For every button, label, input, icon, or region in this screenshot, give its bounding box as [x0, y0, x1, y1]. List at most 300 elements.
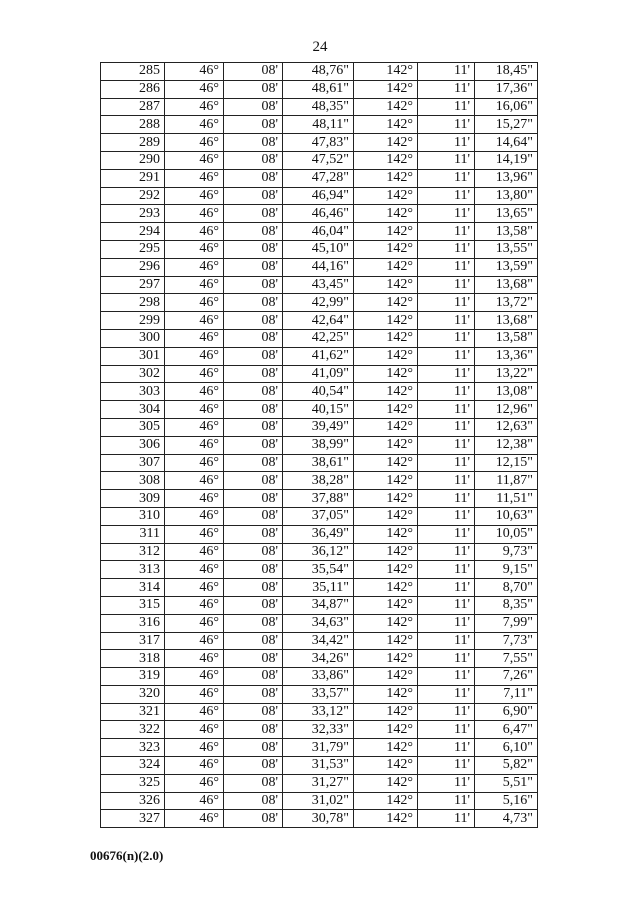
- point-number-cell: 295: [101, 240, 165, 258]
- lon-degrees-cell: 142°: [354, 365, 418, 383]
- lon-minutes-cell: 11': [418, 383, 475, 401]
- lat-degrees-cell: 46°: [165, 401, 224, 419]
- lat-minutes-cell: 08': [224, 792, 283, 810]
- table-row: [101, 668, 538, 686]
- lat-seconds-cell: 37,88": [283, 490, 354, 508]
- lon-minutes-cell: 11': [418, 401, 475, 419]
- lat-degrees-cell: 46°: [165, 205, 224, 223]
- lat-seconds-cell: 37,05": [283, 507, 354, 525]
- lat-minutes-cell: 08': [224, 98, 283, 116]
- lat-seconds-cell: 44,16": [283, 258, 354, 276]
- lat-seconds-cell: 48,35": [283, 98, 354, 116]
- lat-minutes-cell: 08': [224, 721, 283, 739]
- lat-degrees-cell: 46°: [165, 383, 224, 401]
- table-row: [101, 63, 538, 81]
- point-number-cell: 285: [101, 63, 165, 81]
- lon-seconds-cell: 11,51": [475, 490, 538, 508]
- lat-minutes-cell: 08': [224, 187, 283, 205]
- lon-degrees-cell: 142°: [354, 116, 418, 134]
- lon-degrees-cell: 142°: [354, 294, 418, 312]
- table-row: [101, 685, 538, 703]
- lon-minutes-cell: 11': [418, 650, 475, 668]
- lon-seconds-cell: 13,72": [475, 294, 538, 312]
- lon-seconds-cell: 13,22": [475, 365, 538, 383]
- lon-degrees-cell: 142°: [354, 436, 418, 454]
- document-code: 00676(n)(2.0): [90, 848, 164, 863]
- lat-minutes-cell: 08': [224, 614, 283, 632]
- lat-seconds-cell: 35,54": [283, 561, 354, 579]
- lat-degrees-cell: 46°: [165, 561, 224, 579]
- lat-minutes-cell: 08': [224, 401, 283, 419]
- lat-degrees-cell: 46°: [165, 810, 224, 828]
- lat-seconds-cell: 46,94": [283, 187, 354, 205]
- lon-minutes-cell: 11': [418, 223, 475, 241]
- lon-degrees-cell: 142°: [354, 543, 418, 561]
- lon-seconds-cell: 13,68": [475, 312, 538, 330]
- lat-minutes-cell: 08': [224, 739, 283, 757]
- lat-seconds-cell: 42,64": [283, 312, 354, 330]
- lat-degrees-cell: 46°: [165, 151, 224, 169]
- lon-seconds-cell: 5,51": [475, 774, 538, 792]
- lon-seconds-cell: 4,73": [475, 810, 538, 828]
- point-number-cell: 319: [101, 668, 165, 686]
- lon-seconds-cell: 7,11": [475, 685, 538, 703]
- lat-seconds-cell: 38,99": [283, 436, 354, 454]
- point-number-cell: 304: [101, 401, 165, 419]
- lat-seconds-cell: 31,53": [283, 757, 354, 775]
- point-number-cell: 323: [101, 739, 165, 757]
- lon-degrees-cell: 142°: [354, 685, 418, 703]
- lat-degrees-cell: 46°: [165, 276, 224, 294]
- lat-minutes-cell: 08': [224, 240, 283, 258]
- lat-seconds-cell: 31,27": [283, 774, 354, 792]
- lat-minutes-cell: 08': [224, 365, 283, 383]
- lon-degrees-cell: 142°: [354, 579, 418, 597]
- lon-minutes-cell: 11': [418, 490, 475, 508]
- lat-degrees-cell: 46°: [165, 632, 224, 650]
- lat-degrees-cell: 46°: [165, 685, 224, 703]
- lon-seconds-cell: 7,26": [475, 668, 538, 686]
- lat-degrees-cell: 46°: [165, 472, 224, 490]
- lon-minutes-cell: 11': [418, 98, 475, 116]
- point-number-cell: 303: [101, 383, 165, 401]
- lat-minutes-cell: 08': [224, 774, 283, 792]
- point-number-cell: 320: [101, 685, 165, 703]
- point-number-cell: 286: [101, 80, 165, 98]
- lat-degrees-cell: 46°: [165, 543, 224, 561]
- point-number-cell: 313: [101, 561, 165, 579]
- lat-degrees-cell: 46°: [165, 134, 224, 152]
- lon-degrees-cell: 142°: [354, 329, 418, 347]
- lat-seconds-cell: 34,26": [283, 650, 354, 668]
- lon-minutes-cell: 11': [418, 294, 475, 312]
- table-row: [101, 401, 538, 419]
- lat-minutes-cell: 08': [224, 472, 283, 490]
- lon-minutes-cell: 11': [418, 418, 475, 436]
- lat-minutes-cell: 08': [224, 757, 283, 775]
- point-number-cell: 311: [101, 525, 165, 543]
- lat-minutes-cell: 08': [224, 703, 283, 721]
- table-row: [101, 383, 538, 401]
- lon-seconds-cell: 6,47": [475, 721, 538, 739]
- lon-minutes-cell: 11': [418, 151, 475, 169]
- lat-minutes-cell: 08': [224, 579, 283, 597]
- lat-minutes-cell: 08': [224, 507, 283, 525]
- table-row: [101, 436, 538, 454]
- lon-seconds-cell: 12,63": [475, 418, 538, 436]
- lat-seconds-cell: 34,42": [283, 632, 354, 650]
- lat-degrees-cell: 46°: [165, 490, 224, 508]
- lon-degrees-cell: 142°: [354, 63, 418, 81]
- lat-minutes-cell: 08': [224, 223, 283, 241]
- lat-degrees-cell: 46°: [165, 63, 224, 81]
- lon-minutes-cell: 11': [418, 80, 475, 98]
- table-row: [101, 187, 538, 205]
- lon-degrees-cell: 142°: [354, 490, 418, 508]
- lat-minutes-cell: 08': [224, 80, 283, 98]
- lon-seconds-cell: 10,05": [475, 525, 538, 543]
- lon-minutes-cell: 11': [418, 810, 475, 828]
- lat-seconds-cell: 40,54": [283, 383, 354, 401]
- lon-degrees-cell: 142°: [354, 739, 418, 757]
- lon-degrees-cell: 142°: [354, 472, 418, 490]
- lon-minutes-cell: 11': [418, 614, 475, 632]
- lon-minutes-cell: 11': [418, 347, 475, 365]
- lat-degrees-cell: 46°: [165, 169, 224, 187]
- lat-degrees-cell: 46°: [165, 80, 224, 98]
- table-row: [101, 329, 538, 347]
- lon-minutes-cell: 11': [418, 596, 475, 614]
- table-row: [101, 240, 538, 258]
- point-number-cell: 293: [101, 205, 165, 223]
- lat-minutes-cell: 08': [224, 418, 283, 436]
- table-row: [101, 792, 538, 810]
- lat-minutes-cell: 08': [224, 454, 283, 472]
- table-row: [101, 757, 538, 775]
- table-row: [101, 418, 538, 436]
- lat-degrees-cell: 46°: [165, 116, 224, 134]
- lat-degrees-cell: 46°: [165, 507, 224, 525]
- lon-degrees-cell: 142°: [354, 240, 418, 258]
- table-row: [101, 525, 538, 543]
- lat-minutes-cell: 08': [224, 312, 283, 330]
- lon-seconds-cell: 13,58": [475, 329, 538, 347]
- table-row: [101, 454, 538, 472]
- lat-minutes-cell: 08': [224, 543, 283, 561]
- lon-seconds-cell: 13,59": [475, 258, 538, 276]
- lon-seconds-cell: 9,73": [475, 543, 538, 561]
- lat-minutes-cell: 08': [224, 347, 283, 365]
- lon-seconds-cell: 7,99": [475, 614, 538, 632]
- point-number-cell: 318: [101, 650, 165, 668]
- lon-degrees-cell: 142°: [354, 614, 418, 632]
- lat-seconds-cell: 33,12": [283, 703, 354, 721]
- lon-degrees-cell: 142°: [354, 169, 418, 187]
- point-number-cell: 301: [101, 347, 165, 365]
- lat-seconds-cell: 32,33": [283, 721, 354, 739]
- coordinates-table: [100, 62, 538, 828]
- lat-seconds-cell: 43,45": [283, 276, 354, 294]
- point-number-cell: 287: [101, 98, 165, 116]
- lon-minutes-cell: 11': [418, 365, 475, 383]
- point-number-cell: 296: [101, 258, 165, 276]
- lon-minutes-cell: 11': [418, 454, 475, 472]
- point-number-cell: 291: [101, 169, 165, 187]
- table-row: [101, 579, 538, 597]
- lat-minutes-cell: 08': [224, 205, 283, 223]
- lat-minutes-cell: 08': [224, 561, 283, 579]
- lon-degrees-cell: 142°: [354, 650, 418, 668]
- lon-seconds-cell: 13,68": [475, 276, 538, 294]
- lat-minutes-cell: 08': [224, 436, 283, 454]
- table-row: [101, 80, 538, 98]
- lon-degrees-cell: 142°: [354, 561, 418, 579]
- lat-seconds-cell: 41,09": [283, 365, 354, 383]
- lon-degrees-cell: 142°: [354, 703, 418, 721]
- lon-seconds-cell: 12,38": [475, 436, 538, 454]
- lat-degrees-cell: 46°: [165, 774, 224, 792]
- lat-minutes-cell: 08': [224, 116, 283, 134]
- lon-minutes-cell: 11': [418, 507, 475, 525]
- lat-seconds-cell: 48,76": [283, 63, 354, 81]
- table-row: [101, 810, 538, 828]
- lat-seconds-cell: 34,87": [283, 596, 354, 614]
- lon-minutes-cell: 11': [418, 525, 475, 543]
- coordinates-table-body: [101, 63, 538, 828]
- lat-degrees-cell: 46°: [165, 187, 224, 205]
- lat-degrees-cell: 46°: [165, 757, 224, 775]
- point-number-cell: 294: [101, 223, 165, 241]
- lon-minutes-cell: 11': [418, 757, 475, 775]
- lon-seconds-cell: 13,65": [475, 205, 538, 223]
- lat-degrees-cell: 46°: [165, 312, 224, 330]
- lat-degrees-cell: 46°: [165, 792, 224, 810]
- point-number-cell: 324: [101, 757, 165, 775]
- lat-seconds-cell: 42,99": [283, 294, 354, 312]
- lat-minutes-cell: 08': [224, 329, 283, 347]
- lon-seconds-cell: 13,55": [475, 240, 538, 258]
- lat-seconds-cell: 38,61": [283, 454, 354, 472]
- lat-minutes-cell: 08': [224, 63, 283, 81]
- point-number-cell: 321: [101, 703, 165, 721]
- lon-minutes-cell: 11': [418, 205, 475, 223]
- lon-degrees-cell: 142°: [354, 187, 418, 205]
- lat-degrees-cell: 46°: [165, 454, 224, 472]
- lat-seconds-cell: 45,10": [283, 240, 354, 258]
- lat-seconds-cell: 47,83": [283, 134, 354, 152]
- lon-seconds-cell: 10,63": [475, 507, 538, 525]
- lon-minutes-cell: 11': [418, 187, 475, 205]
- lat-degrees-cell: 46°: [165, 329, 224, 347]
- lon-degrees-cell: 142°: [354, 80, 418, 98]
- lon-seconds-cell: 13,08": [475, 383, 538, 401]
- lat-seconds-cell: 47,52": [283, 151, 354, 169]
- lat-degrees-cell: 46°: [165, 596, 224, 614]
- page-number: 24: [312, 39, 328, 55]
- lat-minutes-cell: 08': [224, 650, 283, 668]
- lon-minutes-cell: 11': [418, 739, 475, 757]
- lon-seconds-cell: 17,36": [475, 80, 538, 98]
- lat-seconds-cell: 38,28": [283, 472, 354, 490]
- table-row: [101, 151, 538, 169]
- lon-degrees-cell: 142°: [354, 347, 418, 365]
- lon-seconds-cell: 6,10": [475, 739, 538, 757]
- lat-seconds-cell: 48,11": [283, 116, 354, 134]
- table-row: [101, 365, 538, 383]
- table-row: [101, 507, 538, 525]
- lon-minutes-cell: 11': [418, 63, 475, 81]
- lon-minutes-cell: 11': [418, 632, 475, 650]
- point-number-cell: 322: [101, 721, 165, 739]
- table-row: [101, 596, 538, 614]
- lat-minutes-cell: 08': [224, 685, 283, 703]
- table-row: [101, 650, 538, 668]
- lon-degrees-cell: 142°: [354, 596, 418, 614]
- table-row: [101, 98, 538, 116]
- lon-degrees-cell: 142°: [354, 454, 418, 472]
- lat-degrees-cell: 46°: [165, 650, 224, 668]
- lat-degrees-cell: 46°: [165, 703, 224, 721]
- table-row: [101, 632, 538, 650]
- lat-minutes-cell: 08': [224, 134, 283, 152]
- lon-seconds-cell: 7,55": [475, 650, 538, 668]
- table-row: [101, 116, 538, 134]
- table-row: [101, 490, 538, 508]
- table-row: [101, 134, 538, 152]
- lon-minutes-cell: 11': [418, 312, 475, 330]
- lon-seconds-cell: 8,70": [475, 579, 538, 597]
- point-number-cell: 297: [101, 276, 165, 294]
- lon-minutes-cell: 11': [418, 543, 475, 561]
- lon-minutes-cell: 11': [418, 240, 475, 258]
- lat-seconds-cell: 33,57": [283, 685, 354, 703]
- lat-degrees-cell: 46°: [165, 721, 224, 739]
- lat-minutes-cell: 08': [224, 294, 283, 312]
- lon-minutes-cell: 11': [418, 579, 475, 597]
- lat-seconds-cell: 40,15": [283, 401, 354, 419]
- table-row: [101, 703, 538, 721]
- lat-minutes-cell: 08': [224, 258, 283, 276]
- table-row: [101, 312, 538, 330]
- point-number-cell: 316: [101, 614, 165, 632]
- lat-degrees-cell: 46°: [165, 418, 224, 436]
- lon-seconds-cell: 13,96": [475, 169, 538, 187]
- lon-minutes-cell: 11': [418, 134, 475, 152]
- lon-degrees-cell: 142°: [354, 134, 418, 152]
- lon-degrees-cell: 142°: [354, 810, 418, 828]
- lon-degrees-cell: 142°: [354, 632, 418, 650]
- table-row: [101, 721, 538, 739]
- table-row: [101, 774, 538, 792]
- table-row: [101, 472, 538, 490]
- lat-degrees-cell: 46°: [165, 579, 224, 597]
- lat-seconds-cell: 30,78": [283, 810, 354, 828]
- lon-degrees-cell: 142°: [354, 276, 418, 294]
- lon-degrees-cell: 142°: [354, 258, 418, 276]
- point-number-cell: 307: [101, 454, 165, 472]
- point-number-cell: 327: [101, 810, 165, 828]
- lon-seconds-cell: 12,96": [475, 401, 538, 419]
- lon-degrees-cell: 142°: [354, 205, 418, 223]
- point-number-cell: 309: [101, 490, 165, 508]
- lon-degrees-cell: 142°: [354, 383, 418, 401]
- lon-minutes-cell: 11': [418, 329, 475, 347]
- lat-degrees-cell: 46°: [165, 739, 224, 757]
- table-row: [101, 614, 538, 632]
- point-number-cell: 317: [101, 632, 165, 650]
- point-number-cell: 325: [101, 774, 165, 792]
- table-row: [101, 258, 538, 276]
- lon-degrees-cell: 142°: [354, 401, 418, 419]
- lon-minutes-cell: 11': [418, 436, 475, 454]
- lon-degrees-cell: 142°: [354, 223, 418, 241]
- lat-seconds-cell: 46,04": [283, 223, 354, 241]
- lat-seconds-cell: 36,12": [283, 543, 354, 561]
- table-row: [101, 543, 538, 561]
- lat-degrees-cell: 46°: [165, 98, 224, 116]
- lon-minutes-cell: 11': [418, 703, 475, 721]
- lat-seconds-cell: 33,86": [283, 668, 354, 686]
- lat-degrees-cell: 46°: [165, 668, 224, 686]
- point-number-cell: 305: [101, 418, 165, 436]
- lon-minutes-cell: 11': [418, 685, 475, 703]
- lat-seconds-cell: 47,28": [283, 169, 354, 187]
- point-number-cell: 312: [101, 543, 165, 561]
- lon-degrees-cell: 142°: [354, 507, 418, 525]
- lat-minutes-cell: 08': [224, 810, 283, 828]
- table-row: [101, 276, 538, 294]
- lon-minutes-cell: 11': [418, 472, 475, 490]
- lat-degrees-cell: 46°: [165, 347, 224, 365]
- lat-minutes-cell: 08': [224, 276, 283, 294]
- lon-seconds-cell: 13,58": [475, 223, 538, 241]
- lat-minutes-cell: 08': [224, 632, 283, 650]
- table-row: [101, 169, 538, 187]
- lon-degrees-cell: 142°: [354, 757, 418, 775]
- lon-seconds-cell: 14,19": [475, 151, 538, 169]
- point-number-cell: 306: [101, 436, 165, 454]
- lon-seconds-cell: 16,06": [475, 98, 538, 116]
- lat-degrees-cell: 46°: [165, 294, 224, 312]
- lat-minutes-cell: 08': [224, 151, 283, 169]
- lat-seconds-cell: 41,62": [283, 347, 354, 365]
- point-number-cell: 299: [101, 312, 165, 330]
- lon-minutes-cell: 11': [418, 721, 475, 739]
- lon-minutes-cell: 11': [418, 116, 475, 134]
- table-row: [101, 223, 538, 241]
- lon-seconds-cell: 13,80": [475, 187, 538, 205]
- lon-degrees-cell: 142°: [354, 668, 418, 686]
- lon-seconds-cell: 13,36": [475, 347, 538, 365]
- lon-seconds-cell: 18,45": [475, 63, 538, 81]
- point-number-cell: 310: [101, 507, 165, 525]
- lat-degrees-cell: 46°: [165, 258, 224, 276]
- lon-minutes-cell: 11': [418, 774, 475, 792]
- lon-degrees-cell: 142°: [354, 774, 418, 792]
- lon-seconds-cell: 5,82": [475, 757, 538, 775]
- lat-seconds-cell: 31,79": [283, 739, 354, 757]
- lat-minutes-cell: 08': [224, 596, 283, 614]
- lon-minutes-cell: 11': [418, 258, 475, 276]
- lon-degrees-cell: 142°: [354, 721, 418, 739]
- lon-minutes-cell: 11': [418, 561, 475, 579]
- lat-minutes-cell: 08': [224, 525, 283, 543]
- lat-seconds-cell: 46,46": [283, 205, 354, 223]
- lon-seconds-cell: 14,64": [475, 134, 538, 152]
- point-number-cell: 315: [101, 596, 165, 614]
- lon-degrees-cell: 142°: [354, 525, 418, 543]
- lon-minutes-cell: 11': [418, 792, 475, 810]
